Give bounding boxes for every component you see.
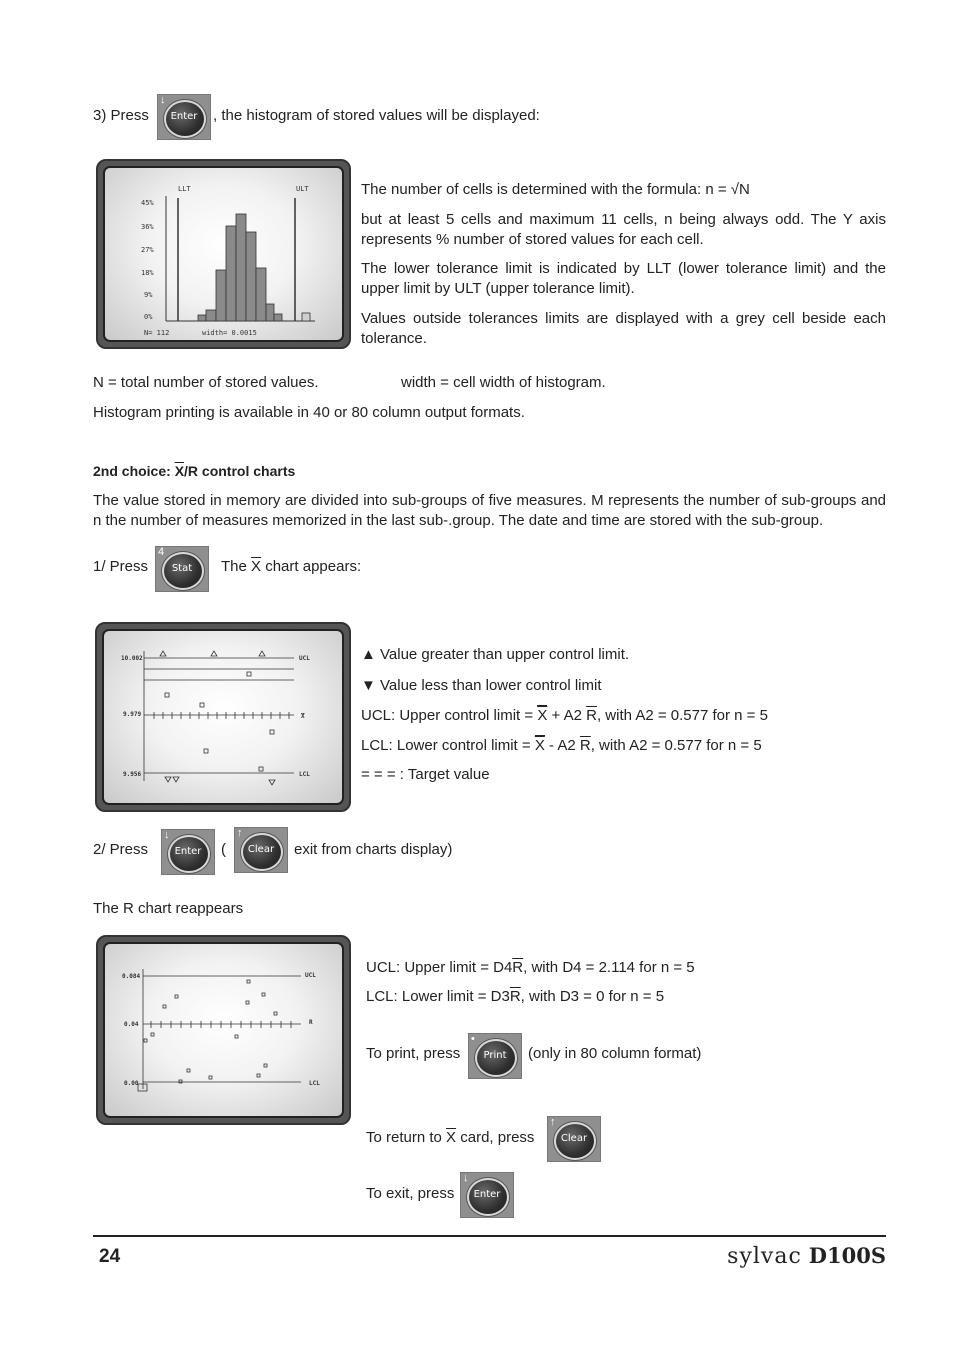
step1-text: The $\overline{X}$ chart appears: <box>221 558 362 575</box>
histogram-chart <box>105 168 342 340</box>
r-chart-y-mid: 0.04 <box>124 1021 139 1028</box>
ytick-18: 18% <box>141 269 154 277</box>
ytick-36: 36% <box>141 223 154 231</box>
step1-prefix: 1/ Press <box>93 558 149 575</box>
dot-icon: • <box>471 1033 475 1045</box>
x-chart-ucl-label: UCL <box>299 655 310 662</box>
x-chart-y-upper: 10.002 <box>121 655 143 662</box>
histogram-cells-text: but at least 5 cells and maximum 11 cells, n being always odd. The Y axis represents % number of stored values for each cell. <box>361 211 886 248</box>
clear-key-label: Clear <box>560 1133 588 1144</box>
clear-key-icon <box>547 1116 601 1162</box>
legend-down: ▼ Value less than lower control limit <box>361 677 602 694</box>
r-chart-y-lower: 0.00 <box>124 1080 139 1087</box>
enter-key-icon <box>460 1172 514 1218</box>
r-chart-mean-ticks <box>151 1021 291 1028</box>
step3-prefix: 3) Press <box>93 107 149 124</box>
arrow-down-icon: ↓ <box>160 94 166 106</box>
histogram-outside-text: Values outside tolerances limits are displayed with a grey cell beside each tolerance. <box>361 310 886 347</box>
x-chart <box>104 631 342 803</box>
r-chart-lcl-label: LCL <box>309 1080 320 1087</box>
legend-up: ▲ Value greater than upper control limit. <box>361 646 630 663</box>
r-chart-screen <box>96 935 351 1125</box>
r-chart-points <box>138 980 277 1091</box>
r-chart <box>105 944 342 1116</box>
print-format-note: (only in 80 column format) <box>528 1045 702 1062</box>
stat-key-label: Stat <box>171 563 193 574</box>
exit-instruction: To exit, press <box>366 1185 455 1202</box>
outside-tolerance-cell <box>302 313 310 321</box>
n-description: N = total number of stored values. <box>93 374 319 391</box>
x-chart-x-label: X <box>301 713 305 720</box>
step3-suffix: , the histogram of stored values will be displayed: <box>213 107 540 124</box>
enter-key-label: Enter <box>170 111 198 122</box>
stat-number: 4 <box>158 546 165 558</box>
x-chart-screen <box>95 622 351 812</box>
step2-prefix: 2/ Press <box>93 841 149 858</box>
clear-key-label: Clear <box>247 844 275 855</box>
n-count-label: N= 112 <box>144 329 170 337</box>
footer-rule <box>93 1235 886 1237</box>
r-chart-r-label: R <box>309 1019 313 1026</box>
clear-key-icon <box>234 827 288 873</box>
width-label: width= 0.0015 <box>202 329 257 337</box>
print-key-icon <box>468 1033 522 1079</box>
histogram-bars <box>198 214 282 321</box>
histogram-screen <box>96 159 351 349</box>
print-instruction: To print, press <box>366 1045 461 1062</box>
ytick-27: 27% <box>141 246 154 254</box>
step2-suffix: exit from charts display) <box>294 841 453 858</box>
return-instruction: To return to $\overline{X}$ card, press <box>366 1129 535 1146</box>
enter-key-label: Enter <box>473 1189 501 1200</box>
step2-paren: ( <box>221 841 226 858</box>
ytick-9: 9% <box>144 291 153 299</box>
x-chart-target-ticks <box>154 712 289 719</box>
enter-key-label: Enter <box>174 846 202 857</box>
print-key-label: Print <box>483 1050 507 1061</box>
x-chart-points <box>160 651 275 785</box>
llt-label: LLT <box>178 185 191 193</box>
page-number: 24 <box>99 1246 121 1267</box>
x-chart-lcl-label: LCL <box>299 771 310 778</box>
r-ucl-formula: UCL: Upper limit = $D4\overline{R}$, with D4 = 2.114 for n = 5 <box>366 959 695 976</box>
arrow-down-icon: ↓ <box>164 829 170 841</box>
x-chart-y-lower: 9.956 <box>123 771 142 778</box>
r-chart-y-upper: 0.084 <box>122 973 141 980</box>
x-ucl-formula: UCL: Upper control limit = $\overline{X} + A2$ $\overline{R}$, with A2 = 0.577 for n = 5 <box>361 707 768 724</box>
printing-note: Histogram printing is available in 40 or 80 column output formats. <box>93 404 525 421</box>
brand-logo: sylvac D100S <box>727 1243 886 1269</box>
arrow-up-icon: ↑ <box>237 827 243 839</box>
histogram-formula: The number of cells is determined with the formula: n = √N <box>361 181 750 198</box>
enter-key-icon <box>157 94 211 140</box>
r-lcl-formula: LCL: Lower limit = $D3\overline{R}$, with D3 = 0 for n = 5 <box>366 988 665 1005</box>
ytick-45: 45% <box>141 199 154 207</box>
width-description: width = cell width of histogram. <box>401 374 606 391</box>
xr-description: The value stored in memory are divided into sub-groups of five measures. M represents the number of sub-groups and n the number of measures memorized in the last sub-.group. The date and time are stored with the sub-group. <box>93 492 886 529</box>
target-value: = = = : Target value <box>361 766 490 783</box>
arrow-up-icon: ↑ <box>550 1116 556 1128</box>
enter-key-icon <box>161 829 215 875</box>
ult-label: ULT <box>296 185 309 193</box>
r-chart-ucl-label: UCL <box>305 972 316 979</box>
stat-key-icon <box>155 546 209 592</box>
arrow-down-icon: ↓ <box>463 1172 469 1184</box>
r-chart-reappears: The R chart reappears <box>93 900 244 917</box>
ytick-0: 0% <box>144 313 153 321</box>
xr-heading: 2nd choice: $\overline{X}/R$ control charts <box>93 463 296 479</box>
x-chart-y-mid: 9.979 <box>123 711 142 718</box>
histogram-tolerance-text: The lower tolerance limit is indicated by LLT (lower tolerance limit) and the upper limit by ULT (upper tolerance limit). <box>361 260 886 297</box>
x-lcl-formula: LCL: Lower control limit = $\overline{X} - A2$ $\overline{R}$, with A2 = 0.577 for n = 5 <box>361 737 762 754</box>
